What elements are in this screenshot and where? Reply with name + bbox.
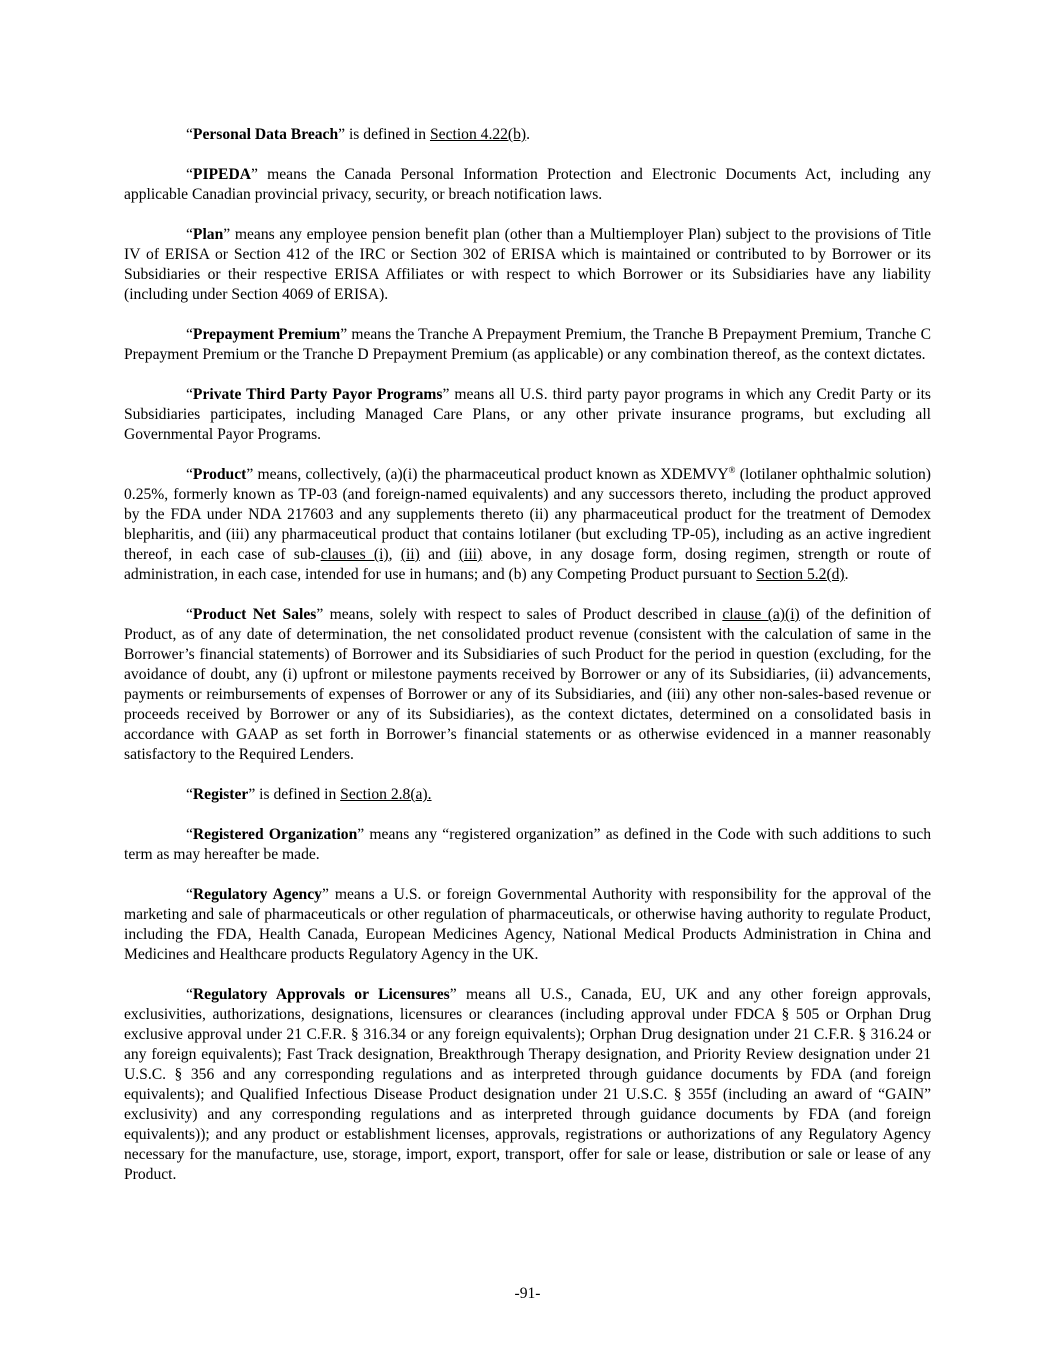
registered-mark: ®: [728, 464, 736, 475]
definition-text: means all U.S., Canada, EU, UK and any other foreign approvals, exclusivities, authorizations, designations, licensures or clearances (including approval under FDCA § 505 or Orphan Drug exclusive approval under 21 C.F.R. § 316.34 or any foreign equivalents); Orphan Drug designation under 21 C.F.R. § 316.24 or any foreign equivalents); Fast Track designation, Breakthrough Therapy designation, and Priority Review designation under 21 U.S.C. § 356 and any corresponding regulations and as interpreted through guidance documents by FDA (and foreign equivalents); and Qualified Infectious Disease Product designation under 21 U.S.C. § 355f (including an award of “GAIN” exclusivity) and any corresponding regulations and as interpreted through guidance documents by FDA (and foreign equivalents)); and any product or establishment licenses, approvals, registrations or authorizations of any Regulatory Agency necessary for the manufacture, use, storage, import, export, transport, offer for sale or lease, distribution or sale or lease of any Product.: [124, 986, 931, 1183]
definition-text: above, in any dosage form, dosing regimen, strength or route of administration, in each case, intended for use in humans; and (b) any Competing Product pursuant to: [124, 546, 931, 583]
definition-text: means any employee pension benefit plan (other than a Multiemployer Plan) subject to the provisions of Title IV of ERISA or Section 412 of the IRC or Section 302 of ERISA which is maintained or contributed to by Borrower or its Subsidiaries or their respective ERISA Affiliates or with respect to which Borrower or its Subsidiaries have any liability (including under Section 4069 of ERISA).: [124, 226, 931, 303]
definition-text: means the Canada Personal Information Protection and Electronic Documents Act, including any applicable Canadian provincial privacy, security, or breach notification laws.: [124, 166, 931, 203]
defined-term: Private Third Party Payor Programs: [192, 386, 443, 403]
document-page: [124, 125, 931, 1185]
definition-personal-data-breach: “Personal Data Breach” is defined in Section 4.22(b).: [186, 126, 531, 143]
definition-text: means any “registered organization” as defined in the Code with such additions to such term as may hereafter be made.: [124, 826, 931, 863]
definition-text: is defined in: [345, 126, 430, 143]
definition-text: ,: [388, 546, 401, 563]
definition-plan: “Plan” means any employee pension benefit plan (other than a Multiemployer Plan) subject to the provisions of Title IV of ERISA or Section 412 of the IRC or Section 302 of ERISA which is maintained or contributed to by Borrower or its Subsidiaries or their respective ERISA Affiliates or with respect to which Borrower or its Subsidiaries have any liability (including under Section 4069 of ERISA).: [124, 226, 931, 303]
defined-term: Personal Data Breach: [192, 126, 339, 143]
defined-term: Plan: [192, 226, 224, 243]
defined-term: Registered Organization: [192, 826, 358, 843]
defined-term: Product Net Sales: [192, 606, 317, 623]
page-number: -91-: [514, 1285, 541, 1302]
section-reference: Section 5.2(d): [756, 566, 845, 583]
definition-product: “Product” means, collectively, (a)(i) the pharmaceutical product known as XDEMVY® (lotilaner ophthalmic solution) 0.25%, formerly known as TP-03 (and foreign-named equivalents) and any successors thereto, including the product approved by the FDA under NDA 217603 and any supplements thereto (ii) any pharmaceutical product for the treatment of Demodex blepharitis, and (iii) any pharmaceutical product that contains lotilaner (but excluding TP-05), including as an active ingredient thereof, in each case of sub-clauses (i), (ii) and (iii) above, in any dosage form, dosing regimen, strength or route of administration, in each case, intended for use in humans; and (b) any Competing Product pursuant to Section 5.2(d).: [124, 464, 931, 583]
defined-term: Regulatory Approvals or Licensures: [192, 986, 450, 1003]
definition-text: .: [844, 566, 849, 583]
definition-text: and: [419, 546, 459, 563]
clause-reference: clauses (i): [320, 546, 389, 563]
defined-term: Register: [192, 786, 249, 803]
definition-regulatory-approvals: “Regulatory Approvals or Licensures” means all U.S., Canada, EU, UK and any other foreign approvals, exclusivities, authorizations, designations, licensures or clearances (including approval under FDCA § 505 or Orphan Drug exclusive approval under 21 C.F.R. § 316.34 or any foreign equivalents); Orphan Drug designation under 21 C.F.R. § 316.24 or any foreign equivalents); Fast Track designation, Breakthrough Therapy designation, and Priority Review designation under 21 U.S.C. § 356 and any corresponding regulations and as interpreted through guidance documents by FDA (and foreign equivalents); and Qualified Infectious Disease Product designation under 21 U.S.C. § 355f (including an award of “GAIN” exclusivity) and any corresponding regulations and as interpreted through guidance documents by FDA (and foreign equivalents)); and any product or establishment licenses, approvals, registrations or authorizations of any Regulatory Agency necessary for the manufacture, use, storage, import, export, transport, offer for sale or lease, distribution or sale or lease of any Product.: [124, 986, 931, 1183]
definition-registered-organization: “Registered Organization” means any “registered organization” as defined in the Code with such additions to such term as may hereafter be made.: [124, 826, 931, 863]
clause-reference: clause (a)(i): [722, 606, 800, 623]
defined-term: Prepayment Premium: [192, 326, 341, 343]
definition-pipeda: “PIPEDA” means the Canada Personal Information Protection and Electronic Documents Act, including any applicable Canadian provincial privacy, security, or breach notification laws.: [124, 166, 931, 203]
section-reference: Section 4.22(b): [429, 126, 527, 143]
defined-term: Regulatory Agency: [192, 886, 322, 903]
definition-text: (lotilaner ophthalmic solution) 0.25%, formerly known as TP-03 (and foreign-named equivalents) and any successors thereto, including the product approved by the FDA under NDA 217603 and any supplements thereto (ii) any pharmaceutical product for the treatment of Demodex blepharitis, and (iii) any pharmaceutical product that contains lotilaner (but excluding TP-05), including as an active ingredient thereof, in each case of sub-: [124, 466, 931, 563]
definition-text: is defined in: [255, 786, 341, 803]
clause-reference: (iii): [458, 546, 483, 563]
definition-text: means, collectively, (a)(i) the pharmaceutical product known as XDEMVY: [253, 466, 729, 483]
definition-regulatory-agency: “Regulatory Agency” means a U.S. or foreign Governmental Authority with responsibility for the approval of the marketing and sale of pharmaceuticals or other regulation of pharmaceuticals, or otherwise having authority to regulate Product, including the FDA, Health Canada, European Medicines Agency, National Medical Products Administration in China and Medicines and Healthcare products Regulatory Agency in the UK.: [124, 886, 931, 963]
definition-register: “Register” is defined in Section 2.8(a).: [186, 786, 432, 803]
definition-text: means a U.S. or foreign Governmental Authority with responsibility for the approval of the marketing and sale of pharmaceuticals or other regulation of pharmaceuticals, or otherwise having authority to regulate Product, including the FDA, Health Canada, European Medicines Agency, National Medical Products Administration in China and Medicines and Healthcare products Regulatory Agency in the UK.: [124, 886, 931, 963]
definition-text: of the definition of Product, as of any date of determination, the net consolidated product revenue (consistent with the calculation of same in the Borrower’s financial statements) of Borrower and its Subsidiaries of such Product for the period in question (excluding, for the avoidance of doubt, any (i) upfront or milestone payments received by Borrower or any of its Subsidiaries, (ii) advancements, payments or reimbursements of expenses of Borrower or any of its Subsidiaries, and (iii) any other non-sales-based revenue or proceeds received by Borrower or any of its Subsidiaries), as the context dictates, determined on a consolidated basis in accordance with GAAP as set forth in Borrower’s financial statements or as otherwise evidenced in a manner reasonably satisfactory to the Required Lenders.: [124, 606, 931, 763]
definition-private-third-party-payor-programs: “Private Third Party Payor Programs” means all U.S. third party payor programs in which any Credit Party or its Subsidiaries participates, including Managed Care Plans, or any other private insurance programs, but excluding all Governmental Payor Programs.: [124, 386, 931, 443]
definition-prepayment-premium: “Prepayment Premium” means the Tranche A Prepayment Premium, the Tranche B Prepayment Premium, Tranche C Prepayment Premium or the Tranche D Prepayment Premium (as applicable) or any combination thereof, as the context dictates.: [124, 326, 931, 363]
definition-product-net-sales: “Product Net Sales” means, solely with respect to sales of Product described in clause (a)(i) of the definition of Product, as of any date of determination, the net consolidated product revenue (consistent with the calculation of same in the Borrower’s financial statements) of Borrower and its Subsidiaries of such Product for the period in question (excluding, for the avoidance of doubt, any (i) upfront or milestone payments received by Borrower or any of its Subsidiaries, (ii) advancements, payments or reimbursements of expenses of Borrower or any of its Subsidiaries, and (iii) any other non-sales-based revenue or proceeds received by Borrower or any of its Subsidiaries), as the context dictates, determined on a consolidated basis in accordance with GAAP as set forth in Borrower’s financial statements or as otherwise evidenced in a manner reasonably satisfactory to the Required Lenders.: [124, 606, 931, 763]
defined-term: PIPEDA: [192, 166, 251, 183]
section-reference: Section 2.8(a).: [340, 786, 432, 803]
defined-term: Product: [192, 466, 247, 483]
definition-text: means, solely with respect to sales of Product described in: [323, 606, 723, 623]
clause-reference: (ii): [400, 546, 420, 563]
definition-text: .: [526, 126, 531, 143]
definition-text: means the Tranche A Prepayment Premium, the Tranche B Prepayment Premium, Tranche C Prepayment Premium or the Tranche D Prepayment Premium (as applicable) or any combination thereof, as the context dictates.: [124, 326, 931, 363]
definition-text: means all U.S. third party payor programs in which any Credit Party or its Subsidiaries participates, including Managed Care Plans, or any other private insurance programs, but excluding all Governmental Payor Programs.: [124, 386, 931, 443]
